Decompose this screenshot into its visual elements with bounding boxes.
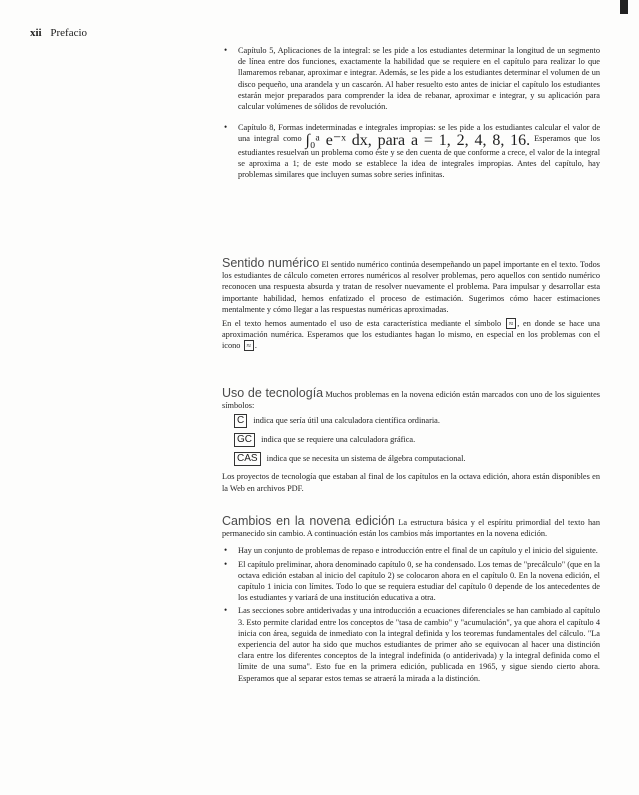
approx-symbol-icon: ≈ [506,318,516,329]
symbol-description: indica que se requiere una calculadora gráfica. [261,435,416,445]
section-heading: Sentido numérico [222,256,320,270]
approx-symbol-icon: ≈ [244,340,254,351]
bullet-item: • El capítulo preliminar, ahora denominado capítulo 0, se ha condensado. Los temas de "precálculo" (que en la octava edición estaban al inicio del capítulo 2) se colocaron ahora en el capítulo 0. En la novena edición, el capítulo 1 inicia con límites. Todo lo que se requiera estudiar del capítulo 0 depende de los antecedentes de los estudiantes y variará de una institución educativa a otra. [222,559,600,604]
paragraph-text: En el texto hemos aumentado el uso de esta característica mediante el símbolo [222,319,502,329]
section-tecnologia [222,388,600,494]
running-title: Prefacio [50,27,88,39]
calculator-symbol-icon: C [234,414,247,428]
section-sentido-numerico [222,258,600,352]
paragraph-text: Los proyectos de tecnología que estaban al final de los capítulos en la octava edición, ahora están disponibles en la Web en archivos PDF. [222,472,600,493]
symbol-row [222,433,600,447]
section-heading: Uso de tecnología [222,386,324,400]
paragraph-text: , en donde se hace una aproximación numérica. Esperamos que los estudiantes hagan lo mismo, en especial en los problemas con el icono [222,319,600,351]
integral-formula: ∫₀ᵃ e⁻ˣ dx, para a = 1, 2, 4, 8, 16. [305,132,531,150]
bullet-item [222,122,600,180]
paragraph-text: Muchos problemas en la novena edición están marcados con uno de los siguientes símbolos: [222,390,600,411]
symbol-description: indica que se necesita un sistema de álgebra computacional. [266,454,466,464]
symbol-row [222,452,600,466]
graphing-calculator-symbol-icon: GC [234,433,255,447]
section-cambios [222,516,600,684]
cas-symbol-icon: CAS [234,452,261,466]
bullet-text: Capítulo 8, Formas indeterminadas e integrales impropias: se les pide a los estudiantes calcular el valor de una integral como [238,123,600,144]
section-heading: Cambios en la novena edición [222,514,395,528]
bullet-item: • Capítulo 5, Aplicaciones de la integral: se les pide a los estudiantes determinar la longitud de un segmento de línea entre dos funciones, exactamente la habilidad que se requiere en el capítulo para realizar lo que llamaremos rebanar, aproximar e integrar. Además, se les pide a los estudiantes determinar el volumen de un disco pequeño, una arandela y un cascarón. Al haber resuelto esto antes de iniciar el capítulo los estudiantes estarán mejor preparados para comprender la idea de rebanar, aproximar e integrar, y su aplicación para calcular volúmenes de sólidos de revolución. [222,45,600,112]
symbol-description: indica que sería útil una calculadora científica ordinaria. [253,416,440,426]
paragraph-text: El sentido numérico continúa desempeñando un papel importante en el texto. Todos los estudiantes de cálculo cometen errores numéricos al resolver problemas, pero aquellos con sentido numérico reconocen una respuesta absurda y tratan de resolver nuevamente el problema. Para impulsar y desarrollar esta importante habilidad, hemos enfatizado el proceso de estimación. Sugerimos cómo hacer estimaciones mentalmente y cómo llegar a las respuestas numéricas aproximadas. [222,260,600,314]
chapter-bullets [222,45,600,180]
tecnologia-intro [222,388,600,411]
page-number: xii [30,27,42,39]
page-corner-mark [620,0,628,14]
paragraph-text: La estructura básica y el espíritu primordial del texto han permanecido sin cambio. A continuación están los cambios más importantes en la novena edición. [222,518,601,539]
bullet-item: • Hay un conjunto de problemas de repaso e introducción entre el final de un capítulo y el inicio del siguiente. [222,545,600,556]
bullet-text: Esperamos que los estudiantes resuelvan un problema como éste y se den cuenta de que conforme a crece, el valor de la integral se aproxima a 1; de este modo se establece la idea de integrales impropias. Antes del capítulo, hay problemas similares que incluyen sumas sobre series infinitas. [238,134,601,180]
running-header [30,27,87,39]
sentido-paragraph-2: En el texto hemos aumentado el uso de esta característica mediante el símbolo ≈ , en donde se hace una aproximación numérica. Esperamos que los estudiantes hagan lo mismo, en especial en los problemas con el icono ≈ . [222,319,600,351]
symbol-row [222,414,600,428]
bullet-item: • Las secciones sobre antiderivadas y una introducción a ecuaciones diferenciales se han cambiado al capítulo 3. Esto permite claridad entre los conceptos de "tasa de cambio" y "acumulación", ya que ahora el capítulo 4 inicia con área, seguida de inmediato con la integral definida y los teoremas fundamentales del cálculo. "La experiencia del autor ha sido que muchos estudiantes de primer año se equivocan al hacer una distinción clara entre los diferentes conceptos de la integral indefinida (o antiderivada) y la integral definida como el límite de una suma". Esto fue en la primera edición, publicada en 1965, y sigue siendo cierto ahora. Esperamos que al separar estos temas se atraerá la mirada a la distinción. [222,605,600,683]
cambios-intro [222,516,600,539]
sentido-paragraph [222,258,600,315]
